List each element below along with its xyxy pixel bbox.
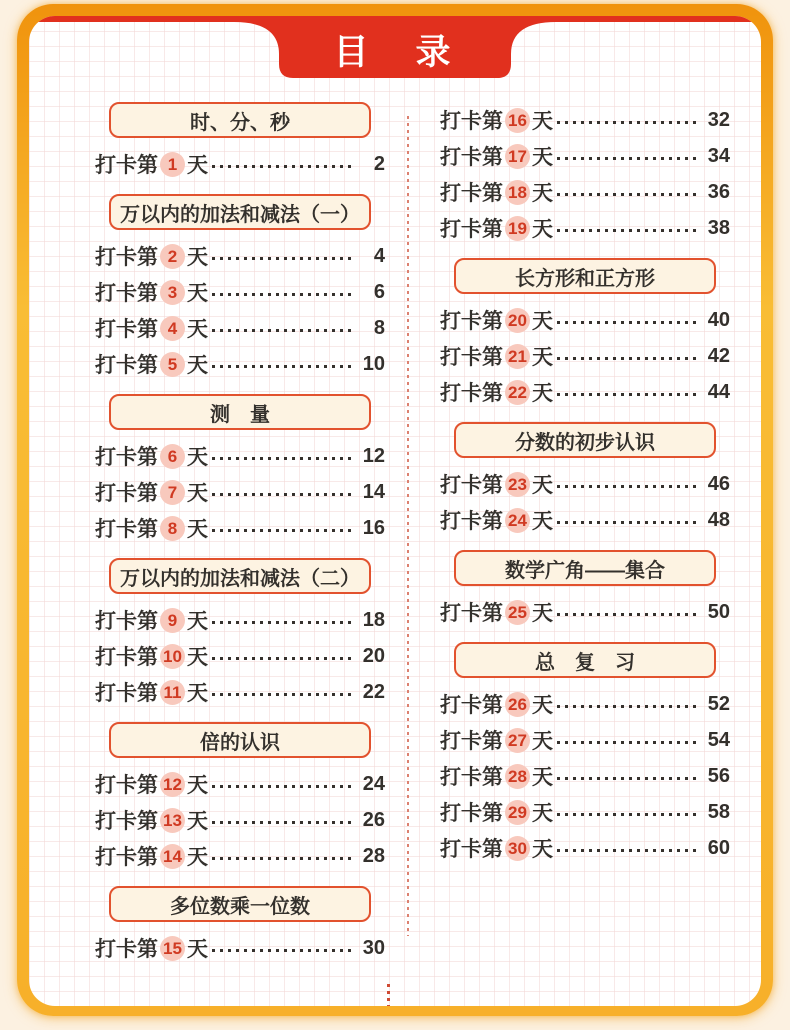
toc-entry [440,374,730,410]
entry-suffix: 天 [532,310,553,333]
entry-suffix: 天 [532,474,553,497]
section-title: 总 复 习 [535,651,635,674]
page-number: 20 [362,644,385,667]
entry-prefix: 打卡第 [440,346,503,369]
dotted-leader [212,257,355,260]
day-number-badge: 7 [160,480,185,505]
dotted-leader [212,365,355,368]
section-title: 数学广角——集合 [505,559,665,582]
entry-prefix: 打卡第 [440,474,503,497]
entry-prefix: 打卡第 [440,766,503,789]
page-number: 12 [362,444,385,467]
day-number-badge: 25 [505,600,530,625]
page-number: 18 [362,608,385,631]
entry-suffix: 天 [187,482,208,505]
dotted-leader [557,393,700,396]
toc-entry [440,758,730,794]
entry-prefix: 打卡第 [440,694,503,717]
toc-entry [95,602,385,638]
day-number-badge: 9 [160,608,185,633]
dotted-leader [557,157,700,160]
section-title: 万以内的加法和减法（一） [120,203,360,226]
entry-prefix: 打卡第 [95,610,158,633]
day-number-badge: 1 [160,152,185,177]
entry-suffix: 天 [532,730,553,753]
toc-entry [95,474,385,510]
entry-suffix: 天 [532,766,553,789]
toc-entry [440,338,730,374]
day-number-badge: 10 [160,644,185,669]
entry-prefix: 打卡第 [95,482,158,505]
dotted-leader [557,121,700,124]
page-number: 8 [373,316,385,339]
entry-prefix: 打卡第 [95,318,158,341]
day-number-badge: 2 [160,244,185,269]
entry-prefix: 打卡第 [440,802,503,825]
dotted-leader [212,821,355,824]
entry-suffix: 天 [532,146,553,169]
page-number: 34 [707,144,730,167]
toc-entry [95,930,385,966]
toc-entry [440,466,730,502]
section-title: 时、分、秒 [190,111,290,134]
toc-entry [95,146,385,182]
section-header [454,550,716,586]
entry-prefix: 打卡第 [440,382,503,405]
toc-entry [440,102,730,138]
dotted-leader [212,949,355,952]
entry-prefix: 打卡第 [440,510,503,533]
toc-entry [440,686,730,722]
section-title: 万以内的加法和减法（二） [120,567,360,590]
entry-prefix: 打卡第 [440,602,503,625]
toc-entry [440,594,730,630]
day-number-badge: 30 [505,836,530,861]
toc-entry [440,830,730,866]
toc-entry [95,438,385,474]
day-number-badge: 28 [505,764,530,789]
entry-suffix: 天 [187,938,208,961]
entry-prefix: 打卡第 [440,838,503,861]
entry-prefix: 打卡第 [95,938,158,961]
dotted-leader [557,193,700,196]
page-number: 54 [707,728,730,751]
entry-prefix: 打卡第 [95,774,158,797]
page-number: 14 [362,480,385,503]
toc-entry [95,510,385,546]
toc-left-column [95,102,385,966]
entry-suffix: 天 [532,510,553,533]
dotted-leader [212,621,355,624]
entry-prefix: 打卡第 [95,682,158,705]
toc-entry [95,346,385,382]
dotted-leader [557,813,700,816]
page-number: 50 [707,600,730,623]
dotted-leader [212,457,355,460]
dotted-leader [212,529,355,532]
entry-suffix: 天 [187,774,208,797]
toc-entry [440,210,730,246]
toc-entry [95,238,385,274]
entry-prefix: 打卡第 [95,646,158,669]
section-header [109,394,371,430]
toc-entry [95,802,385,838]
dotted-leader [212,657,355,660]
page-number: 28 [362,844,385,867]
dotted-leader [557,485,700,488]
entry-prefix: 打卡第 [440,182,503,205]
entry-prefix: 打卡第 [440,146,503,169]
page-number: 10 [362,352,385,375]
day-number-badge: 24 [505,508,530,533]
page-number: 24 [362,772,385,795]
entry-suffix: 天 [187,246,208,269]
entry-suffix: 天 [187,446,208,469]
dotted-leader [557,321,700,324]
day-number-badge: 8 [160,516,185,541]
day-number-badge: 20 [505,308,530,333]
day-number-badge: 13 [160,808,185,833]
dotted-leader [557,849,700,852]
day-number-badge: 17 [505,144,530,169]
section-header [109,722,371,758]
section-title: 倍的认识 [200,731,280,754]
entry-suffix: 天 [187,646,208,669]
entry-prefix: 打卡第 [95,518,158,541]
day-number-badge: 18 [505,180,530,205]
page-number: 26 [362,808,385,831]
dotted-leader [557,777,700,780]
page-number: 60 [707,836,730,859]
page-title: 目 录 [333,33,457,72]
entry-suffix: 天 [187,354,208,377]
entry-prefix: 打卡第 [95,810,158,833]
dotted-leader [212,293,355,296]
day-number-badge: 15 [160,936,185,961]
entry-suffix: 天 [532,802,553,825]
dotted-leader [212,329,355,332]
toc-entry [440,794,730,830]
section-header [454,422,716,458]
section-title: 长方形和正方形 [515,267,655,290]
toc-entry [95,310,385,346]
toc-content [29,102,761,966]
day-number-badge: 5 [160,352,185,377]
toc-entry [95,274,385,310]
entry-suffix: 天 [187,810,208,833]
page-number: 2 [373,152,385,175]
section-title: 多位数乘一位数 [170,895,310,918]
entry-prefix: 打卡第 [95,354,158,377]
dotted-leader [557,229,700,232]
section-header [109,558,371,594]
dotted-leader [212,785,355,788]
day-number-badge: 14 [160,844,185,869]
entry-suffix: 天 [532,110,553,133]
dotted-leader [557,521,700,524]
section-header [109,194,371,230]
toc-page [29,16,761,1006]
section-header [454,258,716,294]
toc-entry [95,674,385,710]
day-number-badge: 26 [505,692,530,717]
entry-prefix: 打卡第 [440,310,503,333]
entry-suffix: 天 [187,518,208,541]
entry-prefix: 打卡第 [95,446,158,469]
entry-prefix: 打卡第 [95,246,158,269]
entry-prefix: 打卡第 [440,730,503,753]
entry-suffix: 天 [532,218,553,241]
section-title: 分数的初步认识 [515,431,655,454]
entry-suffix: 天 [532,346,553,369]
page-number: 46 [707,472,730,495]
toc-entry [95,638,385,674]
day-number-badge: 23 [505,472,530,497]
entry-prefix: 打卡第 [95,154,158,177]
day-number-badge: 19 [505,216,530,241]
entry-prefix: 打卡第 [440,218,503,241]
section-header [109,886,371,922]
toc-entry [440,302,730,338]
day-number-badge: 16 [505,108,530,133]
toc-entry [95,838,385,874]
dotted-leader [557,741,700,744]
title-banner [29,16,761,80]
section-header [454,642,716,678]
entry-suffix: 天 [532,382,553,405]
day-number-badge: 4 [160,316,185,341]
entry-suffix: 天 [532,182,553,205]
day-number-badge: 22 [505,380,530,405]
day-number-badge: 27 [505,728,530,753]
entry-suffix: 天 [187,282,208,305]
entry-suffix: 天 [532,838,553,861]
dotted-leader [212,693,355,696]
page-number: 58 [707,800,730,823]
toc-entry [440,502,730,538]
page-number: 44 [707,380,730,403]
decorative-gold-frame [17,4,773,1016]
section-header [109,102,371,138]
column-divider-dashed-line [407,116,409,936]
page-number: 32 [707,108,730,131]
page-number: 22 [362,680,385,703]
dotted-leader [557,705,700,708]
entry-prefix: 打卡第 [95,282,158,305]
entry-suffix: 天 [187,154,208,177]
bottom-center-dashed-mark [387,984,390,1006]
page-number: 4 [373,244,385,267]
entry-suffix: 天 [187,846,208,869]
day-number-badge: 11 [160,680,185,705]
day-number-badge: 3 [160,280,185,305]
toc-entry [95,766,385,802]
page-number: 52 [707,692,730,715]
toc-right-column [440,102,730,966]
page-number: 42 [707,344,730,367]
page-number: 6 [373,280,385,303]
entry-suffix: 天 [187,318,208,341]
dotted-leader [557,357,700,360]
entry-suffix: 天 [532,694,553,717]
toc-entry [440,174,730,210]
entry-suffix: 天 [187,682,208,705]
entry-suffix: 天 [187,610,208,633]
toc-entry [440,722,730,758]
dotted-leader [212,493,355,496]
entry-suffix: 天 [532,602,553,625]
page-number: 40 [707,308,730,331]
page-number: 36 [707,180,730,203]
page-number: 16 [362,516,385,539]
page-number: 56 [707,764,730,787]
entry-prefix: 打卡第 [440,110,503,133]
page-number: 30 [362,936,385,959]
entry-prefix: 打卡第 [95,846,158,869]
day-number-badge: 6 [160,444,185,469]
dotted-leader [212,857,355,860]
dotted-leader [212,165,355,168]
page-number: 38 [707,216,730,239]
dotted-leader [557,613,700,616]
section-title: 测 量 [210,403,270,426]
day-number-badge: 29 [505,800,530,825]
page-number: 48 [707,508,730,531]
day-number-badge: 21 [505,344,530,369]
toc-entry [440,138,730,174]
day-number-badge: 12 [160,772,185,797]
